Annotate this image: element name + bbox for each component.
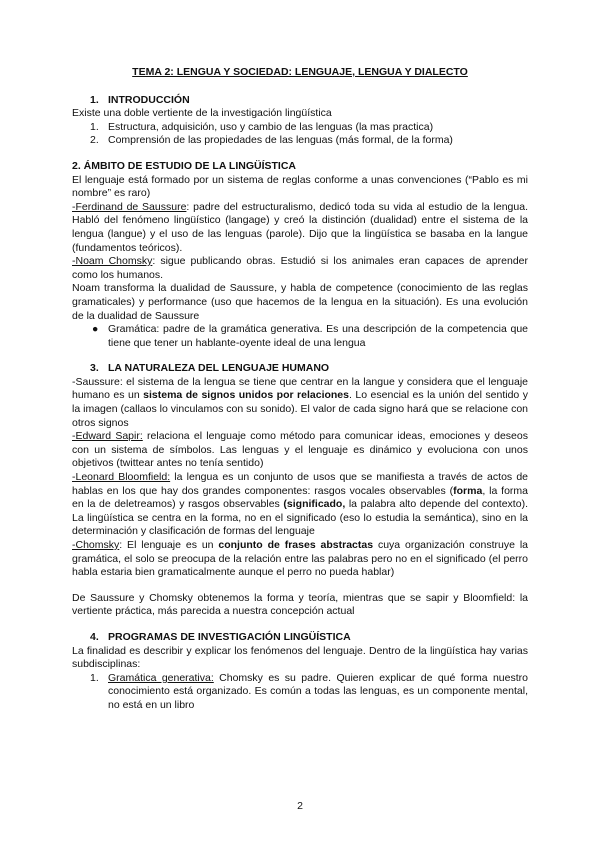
list-item-text: Comprensión de las propiedades de las lenguas (más formal, de la forma) xyxy=(108,134,453,147)
bloomfield-text-e: la palabra alto depende del contexto). La lingüística se centra en la forma, no en el significado (eso lo estudia la semántica), sino en la determinación y clasificación de formas del lenguaje xyxy=(72,498,528,538)
chomsky-nature-text-c: cuya organización construye la gramática, el solo se preocupa de la relación entre las palabras pero no en el significado (el perro habla estaria bien gramaticalmente aunque el perro no pueda hablar) xyxy=(72,539,528,579)
list-item-text: Estructura, adquisición, uso y cambio de las lenguas (la mas practica) xyxy=(108,120,434,133)
saussure-paragraph xyxy=(72,201,528,255)
section-1-number: 1. xyxy=(90,93,99,106)
section-3-heading xyxy=(72,362,528,376)
bloomfield-bold-significado: (significado, xyxy=(283,498,346,511)
chomsky-nature-name: -Chomsky xyxy=(72,539,120,551)
document-page xyxy=(72,66,528,713)
section-1-heading xyxy=(72,94,528,108)
section-4-title: PROGRAMAS DE INVESTIGACIÓN LINGÜÍSTICA xyxy=(108,630,351,643)
section-3-title: LA NATURALEZA DEL LENGUAJE HUMANO xyxy=(108,362,330,375)
chomsky-name: -Noam Chomsky xyxy=(72,255,153,268)
section-2-bullets xyxy=(72,323,528,350)
sapir-name: -Edward Sapir: xyxy=(72,430,143,443)
sapir-text: relaciona el lenguaje como método para comunicar ideas, emociones y deseos con un sistema de símbolos. Las lenguas y el lenguaje es dinámico y evoluciona con unos objetivos (twittear antes no tenía sentido) xyxy=(72,430,528,470)
list-number: 1. xyxy=(90,671,99,684)
section-1-intro: Existe una doble vertiente de la investigación lingüística xyxy=(72,107,332,120)
saussure-nature-text-c: . Lo esencial es la unión del sentido y la imagen (callaos lo vinculamos con su sonido). El valor de cada signo hará que se relacione con otros signos xyxy=(72,389,528,429)
list-item xyxy=(72,134,528,148)
section-2-heading: 2. ÁMBITO DE ESTUDIO DE LA LINGÜÍSTICA xyxy=(72,159,297,172)
chomsky-paragraph xyxy=(72,255,528,282)
section-3-number: 3. xyxy=(90,362,99,375)
list-item xyxy=(72,672,528,713)
list-item xyxy=(72,121,528,135)
chomsky-nature-paragraph xyxy=(72,539,528,580)
section-4-intro: La finalidad es describir y explicar los fenómenos del lenguaje. Dentro de la lingüística hay varias subdisciplinas: xyxy=(72,644,528,671)
noam-paragraph: Noam transforma la dualidad de Saussure, y habla de competence (conocimiento de las reglas gramaticales) y performance (uso que hacemos de la lengua en la situación). Es una evolución de la dualidad de Saussure xyxy=(72,282,528,322)
bloomfield-bold-forma: forma xyxy=(453,484,483,497)
saussure-nature-bold: sistema de signos unidos por relaciones xyxy=(143,389,349,402)
list-item xyxy=(72,323,528,350)
bullet-text: Gramática: padre de la gramática generativa. Es una descripción de la competencia que tiene que tener un hablante-oyente ideal de una lengua xyxy=(108,323,528,349)
saussure-nature-text-a: -Saussure: el sistema de la lengua se tiene que centrar en la langue y considera que el lenguaje humano es un xyxy=(72,375,528,402)
chomsky-text: : sigue publicando obras. Estudió si los animales eran capaces de aprender como los humanos. xyxy=(72,255,528,281)
section-2-paragraph-1: El lenguaje está formado por un sistema de reglas conforme a unas convenciones (“Pablo es mi nombre” es raro) xyxy=(72,173,528,200)
section-4-list xyxy=(72,672,528,713)
generative-grammar-text: Chomsky es su padre. Quieren explicar de qué forma nuestro conocimiento está organizado. Es común a todas las lenguas, es un componente mental, no está en un libro xyxy=(108,671,528,711)
chomsky-nature-bold: conjunto de frases abstractas xyxy=(218,539,374,551)
bullet-icon: ● xyxy=(92,323,99,336)
section-4-heading xyxy=(72,631,528,645)
bloomfield-paragraph xyxy=(72,471,528,539)
section-1-title: INTRODUCCIÓN xyxy=(108,93,190,106)
list-number: 2. xyxy=(90,134,99,147)
chomsky-nature-text-a: : El lenguaje es un xyxy=(119,539,219,551)
section-4-number: 4. xyxy=(90,630,99,643)
list-number: 1. xyxy=(90,120,99,133)
section-3-summary: De Saussure y Chomsky obtenemos la forma y teoría, mientras que se sapir y Bloomfield: la vertiente práctica, más parecida a nuestra concepción actual xyxy=(72,591,528,618)
page-number: 2 xyxy=(297,800,303,812)
section-1-list xyxy=(72,121,528,148)
generative-grammar-name: Gramática generativa: xyxy=(108,671,214,684)
saussure-text: : padre del estructuralismo, dedicó toda su vida al estudio de la lengua. Habló del fenómeno lingüístico (langage) y creó la distinción (dualidad) entre el sistema de la lengua (langue) y el uso de las lenguas (parole). Dijo que la lingüística se basaba en la langue (fundamentos teóricos). xyxy=(72,200,528,254)
saussure-name: -Ferdinand de Saussure xyxy=(72,200,187,213)
bloomfield-name: -Leonard Bloomfield: xyxy=(72,471,171,484)
sapir-paragraph xyxy=(72,430,528,471)
document-title: TEMA 2: LENGUA Y SOCIEDAD: LENGUAJE, LENGUA Y DIALECTO xyxy=(132,66,468,78)
bloomfield-text-c: , la forma en la de deletreamos) y rasgos observables xyxy=(72,484,528,511)
bloomfield-text-a: la lengua es un conjunto de usos que se manifiesta a través de actos de hablas en los que hay dos grandes componentes: rasgos vocales observables ( xyxy=(72,471,528,497)
saussure-nature-paragraph xyxy=(72,376,528,430)
